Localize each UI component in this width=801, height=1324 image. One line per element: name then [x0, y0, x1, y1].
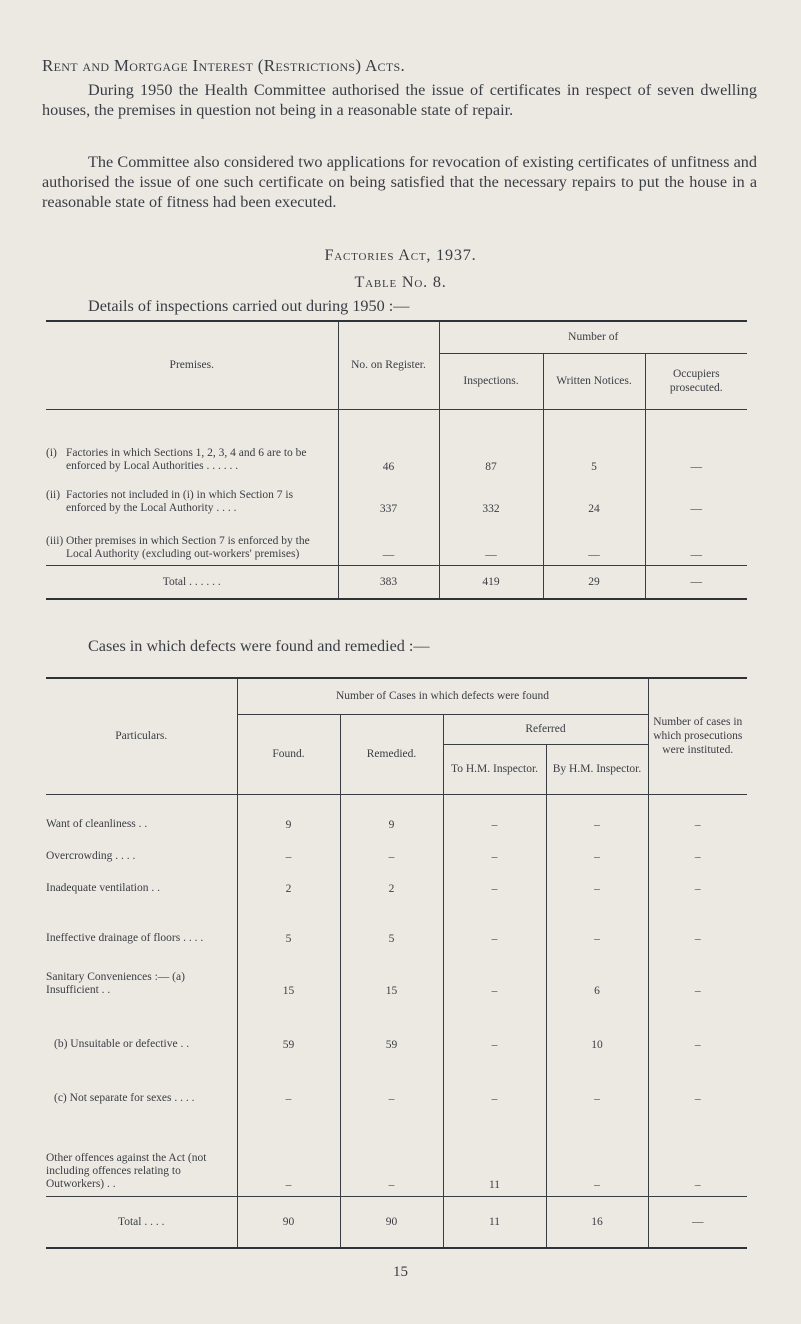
cell-by-hm: 10 — [546, 1002, 648, 1056]
cell-to-hm: – — [443, 1002, 546, 1056]
cell-by-hm: – — [546, 794, 648, 836]
cell-to-hm: – — [443, 794, 546, 836]
total-row — [46, 1196, 747, 1248]
cell-to-hm: – — [443, 1056, 546, 1110]
cell-remedied: 15 — [340, 950, 443, 1002]
cell-prosecuted: — — [645, 473, 747, 515]
cell-found: – — [237, 1110, 340, 1196]
col-remedied: Remedied. — [340, 714, 443, 794]
table-row — [46, 900, 747, 950]
total-found: 90 — [237, 1196, 340, 1248]
row-label: Ineffective drainage of floors . . . . — [46, 932, 204, 944]
cell-remedied: – — [340, 836, 443, 868]
cell-remedied: 5 — [340, 900, 443, 950]
paragraph-certificates-text: During 1950 the Health Committee authorised the issue of certificates in respect of seven dwelling houses, the premises in question not being in a reasonable state of repair. — [42, 81, 757, 119]
cell-found: 2 — [237, 868, 340, 900]
cell-to-hm: 11 — [443, 1110, 546, 1196]
paragraph-certificates — [42, 80, 757, 120]
col-written-notices: Written Notices. — [543, 353, 645, 409]
col-occupiers-prosecuted: Occupiers prosecuted. — [645, 353, 747, 409]
row-marker: (ii) — [46, 489, 61, 501]
row-label: (c) Not separate for sexes . . . . — [54, 1092, 195, 1104]
total-by-hm: 16 — [546, 1196, 648, 1248]
cell-inspections: 332 — [439, 473, 543, 515]
col-to-hm-inspector: To H.M. Inspector. — [443, 744, 546, 794]
defects-table — [46, 677, 747, 1249]
cell-prosecutions: – — [648, 868, 747, 900]
row-marker: (iii) — [46, 534, 64, 547]
total-notices: 29 — [543, 565, 645, 599]
page-number: 15 — [393, 1264, 408, 1280]
cell-found: 15 — [237, 950, 340, 1002]
section-heading: Rent and Mortgage Interest (Restrictions) Acts. — [42, 56, 405, 75]
paragraph-revocation — [42, 152, 757, 212]
row-marker: (i) — [46, 447, 57, 459]
total-label: Total . . . . — [46, 1196, 237, 1248]
row-label: Inadequate ventilation . . — [46, 882, 161, 894]
cell-to-hm: – — [443, 868, 546, 900]
total-prosecuted: — — [645, 565, 747, 599]
total-label: Total . . . . . . — [46, 565, 338, 599]
col-number-of: Number of — [439, 321, 747, 353]
cell-by-hm: – — [546, 900, 648, 950]
table-row — [46, 1056, 747, 1110]
total-to-hm: 11 — [443, 1196, 546, 1248]
row-label: (b) Unsuitable or defective . . — [54, 1038, 190, 1050]
total-remedied: 90 — [340, 1196, 443, 1248]
table-row — [46, 473, 747, 515]
total-register: 383 — [338, 565, 439, 599]
inspections-table — [46, 320, 747, 600]
cell-remedied: 59 — [340, 1002, 443, 1056]
cell-prosecuted: — — [645, 515, 747, 565]
cell-notices: 24 — [543, 473, 645, 515]
table-row — [46, 950, 747, 1002]
table-row — [46, 1110, 747, 1196]
cell-found: 5 — [237, 900, 340, 950]
inspections-intro: Details of inspections carried out during 1950 :— — [88, 297, 410, 315]
table-row — [46, 515, 747, 565]
cell-remedied: – — [340, 1110, 443, 1196]
total-prosecutions: — — [648, 1196, 747, 1248]
factories-act-title: Factories Act, 1937. — [324, 246, 477, 264]
table-row — [46, 836, 747, 868]
cell-prosecutions: – — [648, 794, 747, 836]
cell-to-hm: – — [443, 900, 546, 950]
cell-remedied: – — [340, 1056, 443, 1110]
cell-remedied: 9 — [340, 794, 443, 836]
cell-found: 59 — [237, 1002, 340, 1056]
cell-notices: 5 — [543, 409, 645, 473]
row-label: Want of cleanliness . . — [46, 818, 148, 830]
cell-to-hm: – — [443, 950, 546, 1002]
cell-by-hm: 6 — [546, 950, 648, 1002]
cell-register: — — [338, 515, 439, 565]
cell-found: 9 — [237, 794, 340, 836]
cell-prosecutions: – — [648, 1056, 747, 1110]
cell-prosecutions: – — [648, 836, 747, 868]
row-label: Other premises in which Section 7 is enforced by the Local Authority (excluding out-workers' premises) — [66, 534, 310, 560]
col-prosecutions: Number of cases in which prosecutions were instituted. — [648, 678, 747, 794]
row-label: Other offences against the Act (not including offences relating to Outworkers) . . — [46, 1151, 207, 1190]
cell-by-hm: – — [546, 836, 648, 868]
cell-to-hm: – — [443, 836, 546, 868]
row-label: Overcrowding . . . . — [46, 850, 136, 862]
paragraph-revocation-text: The Committee also considered two applications for revocation of existing certificates of unfitness and authorised the issue of one such certificate on being satisfied that the necessary repairs to put the house in a reasonable state of fitness had been executed. — [42, 153, 757, 211]
col-by-hm-inspector: By H.M. Inspector. — [546, 744, 648, 794]
table-row — [46, 794, 747, 836]
table-row — [46, 1002, 747, 1056]
cell-by-hm: – — [546, 868, 648, 900]
cell-prosecutions: – — [648, 1002, 747, 1056]
row-label: Factories in which Sections 1, 2, 3, 4 and 6 are to be enforced by Local Authorities . . . . . . — [66, 447, 307, 472]
cell-notices: — — [543, 515, 645, 565]
col-inspections: Inspections. — [439, 353, 543, 409]
cell-by-hm: – — [546, 1056, 648, 1110]
cell-inspections: — — [439, 515, 543, 565]
row-label: Sanitary Conveniences :— (a) Insufficient . . — [46, 971, 185, 996]
table-row — [46, 409, 747, 473]
cell-prosecutions: – — [648, 1110, 747, 1196]
cell-prosecutions: – — [648, 950, 747, 1002]
cell-inspections: 87 — [439, 409, 543, 473]
col-particulars: Particulars. — [46, 678, 237, 794]
cell-register: 337 — [338, 473, 439, 515]
cell-found: – — [237, 836, 340, 868]
cell-found: – — [237, 1056, 340, 1110]
table-row — [46, 868, 747, 900]
cell-register: 46 — [338, 409, 439, 473]
cell-by-hm: – — [546, 1110, 648, 1196]
col-number-of-cases: Number of Cases in which defects were found — [237, 678, 648, 714]
defects-intro: Cases in which defects were found and remedied :— — [88, 637, 430, 655]
total-inspections: 419 — [439, 565, 543, 599]
col-register: No. on Register. — [338, 321, 439, 409]
cell-prosecutions: – — [648, 900, 747, 950]
total-row — [46, 565, 747, 599]
table-number: Table No. 8. — [354, 273, 447, 291]
row-label: Factories not included in (i) in which Section 7 is enforced by the Local Authority . . . . — [66, 489, 294, 514]
cell-prosecuted: — — [645, 409, 747, 473]
col-premises: Premises. — [46, 321, 338, 409]
col-referred: Referred — [443, 714, 648, 744]
col-found: Found. — [237, 714, 340, 794]
cell-remedied: 2 — [340, 868, 443, 900]
